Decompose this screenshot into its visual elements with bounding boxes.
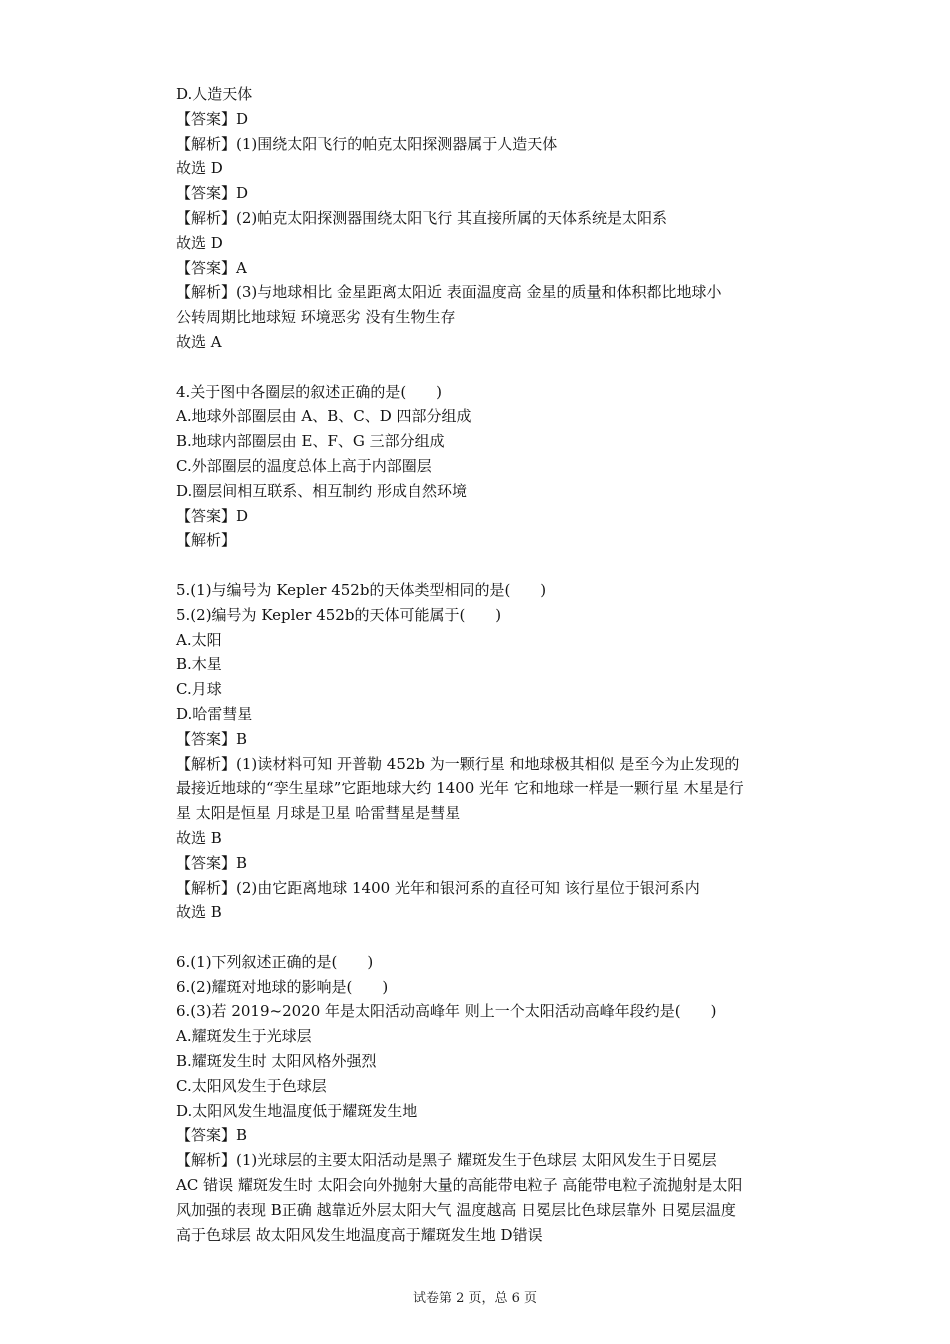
page-footer: 试卷第 2 页，总 6 页 <box>412 1291 538 1306</box>
question-block-4 <box>176 380 816 554</box>
block-gap <box>176 925 816 950</box>
answer-line: 【答案】B <box>176 853 248 872</box>
analysis-line: 【解析】(1)围绕太阳飞行的帕克太阳探测器属于人造天体 <box>176 134 558 153</box>
question-stem: 5.(2)编号为 Kepler 452b的天体可能属于( ) <box>176 605 502 624</box>
question-stem: 6.(3)若 2019~2020 年是太阳活动高峰年 则上一个太阳活动高峰年段约是( ) <box>176 1002 717 1021</box>
option-line: B.木星 <box>176 655 222 674</box>
analysis-line: 【解析】(1)光球层的主要太阳活动是黑子 耀斑发生于色球层 太阳风发生于日冕层 <box>176 1151 717 1170</box>
option-line: A.太阳 <box>176 630 222 649</box>
analysis-line: AC 错误 耀斑发生时 太阳会向外抛射大量的高能带电粒子 高能带电粒子流抛射是太阳 <box>176 1176 743 1195</box>
analysis-line: 风加强的表现 B正确 越靠近外层太阳大气 温度越高 日冕层比色球层靠外 日冕层温度 <box>176 1200 736 1219</box>
question-stem: 4.关于图中各圈层的叙述正确的是( ) <box>176 382 443 401</box>
option-line: D.人造天体 <box>176 85 253 103</box>
choice-line: 故选 D <box>176 159 223 178</box>
analysis-line: 高于色球层 故太阳风发生地温度高于耀斑发生地 D错误 <box>176 1225 543 1244</box>
question-stem: 6.(2)耀斑对地球的影响是( ) <box>176 977 389 996</box>
block-gap <box>176 355 816 380</box>
analysis-line: 【解析】(2)由它距离地球 1400 光年和银河系的直径可知 该行星位于银河系内 <box>176 878 700 897</box>
answer-line: 【答案】B <box>176 1126 248 1145</box>
answer-line: 【答案】D <box>176 506 249 525</box>
question-stem: 5.(1)与编号为 Kepler 452b的天体类型相同的是( ) <box>176 580 547 599</box>
question-block-5 <box>176 578 816 925</box>
analysis-line: 最接近地球的“孪生星球”它距地球大约 1400 光年 它和地球一样是一颗行星 木星是行 <box>176 779 744 798</box>
choice-line: 故选 B <box>176 903 222 922</box>
option-line: A.地球外部圈层由 A、B、C、D 四部分组成 <box>176 407 472 426</box>
option-line: C.太阳风发生于色球层 <box>176 1076 327 1095</box>
analysis-line: 【解析】(2)帕克太阳探测器围绕太阳飞行 其直接所属的天体系统是太阳系 <box>176 208 668 227</box>
option-line: D.太阳风发生地温度低于耀斑发生地 <box>176 1101 418 1120</box>
answer-line: 【答案】D <box>176 184 249 203</box>
analysis-line: 【解析】(1)读材料可知 开普勒 452b 为一颗行星 和地球极其相似 是至今为止发现的 <box>176 754 740 773</box>
document-body <box>176 82 816 1247</box>
choice-line: 故选 D <box>176 233 223 252</box>
question-block-6 <box>176 950 816 1248</box>
block-gap <box>176 553 816 578</box>
analysis-line: 【解析】 <box>176 531 237 550</box>
choice-line: 故选 A <box>176 332 222 351</box>
analysis-line: 公转周期比地球短 环境恶劣 没有生物生存 <box>176 308 456 327</box>
option-line: B.地球内部圈层由 E、F、G 三部分组成 <box>176 432 445 451</box>
choice-line: 故选 B <box>176 828 222 847</box>
option-line: A.耀斑发生于光球层 <box>176 1027 312 1046</box>
option-line: B.耀斑发生时 太阳风格外强烈 <box>176 1052 377 1071</box>
option-line: C.外部圈层的温度总体上高于内部圈层 <box>176 456 432 475</box>
answer-line: 【答案】D <box>176 109 249 128</box>
question-block-3-answers <box>176 82 816 355</box>
option-line: C.月球 <box>176 680 222 699</box>
option-line: D.圈层间相互联系、相互制约 形成自然环境 <box>176 481 468 500</box>
answer-line: 【答案】B <box>176 729 248 748</box>
analysis-line: 【解析】(3)与地球相比 金星距离太阳近 表面温度高 金星的质量和体积都比地球小 <box>176 283 722 302</box>
answer-line: 【答案】A <box>176 258 247 277</box>
option-line: D.哈雷彗星 <box>176 704 253 723</box>
question-stem: 6.(1)下列叙述正确的是( ) <box>176 952 374 971</box>
analysis-line: 星 太阳是恒星 月球是卫星 哈雷彗星是彗星 <box>176 804 461 823</box>
